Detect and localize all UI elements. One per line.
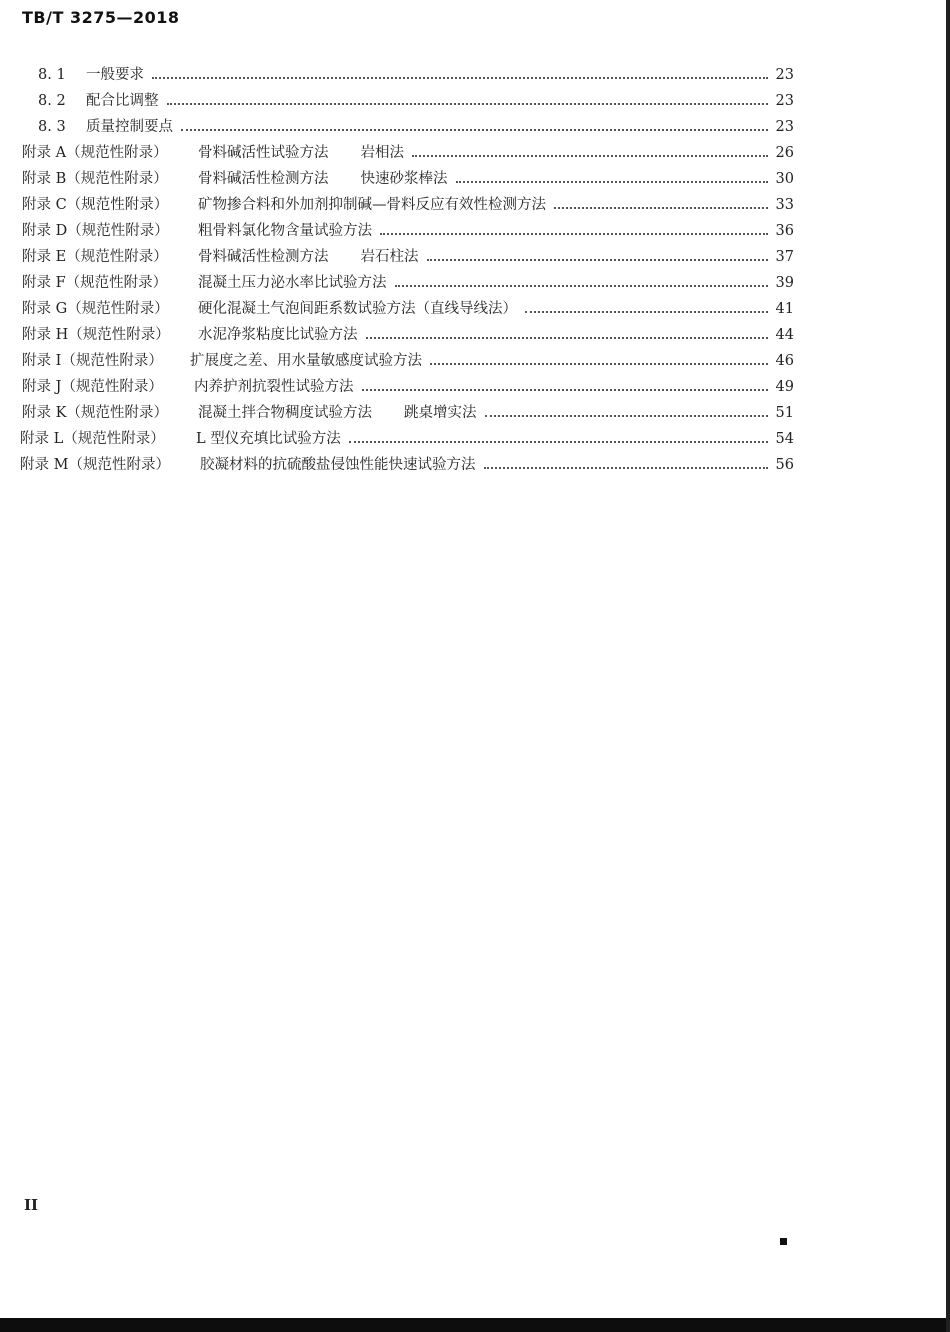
toc-entry-page: 54 [775,431,794,447]
toc-leader-dots [554,207,768,209]
toc-entry[interactable] [22,400,794,422]
toc-entry-page: 51 [775,405,794,421]
toc-entry[interactable] [22,166,794,188]
toc-entry[interactable] [20,426,794,448]
toc-entry-number: 附录 E（规范性附录） [22,249,168,265]
toc-entry-page: 33 [775,197,794,213]
toc-entry-subtitle: 跳桌增实法 [404,405,477,421]
toc-entry-page: 26 [775,145,794,161]
toc-entry[interactable] [38,88,794,110]
toc-entry-number: 附录 A（规范性附录） [22,145,168,161]
toc-leader-dots [456,181,768,183]
scan-mark [780,1238,787,1245]
toc-entry-title: 骨料碱活性试验方法 [198,145,329,161]
toc-entry[interactable] [22,374,794,396]
toc-entry-page: 23 [775,67,794,83]
toc-entry-number: 附录 F（规范性附录） [22,275,168,291]
toc-leader-dots [427,259,768,261]
toc-entry-title: 配合比调整 [86,93,159,109]
toc-leader-dots [484,467,768,469]
toc-leader-dots [380,233,768,235]
toc-entry-number: 附录 M（规范性附录） [20,457,170,473]
toc-leader-dots [167,103,768,105]
toc-entry-title: 粗骨料氯化物含量试验方法 [198,223,372,239]
toc-entry[interactable] [38,114,794,136]
toc-leader-dots [349,441,768,443]
toc-entry-title: 水泥净浆粘度比试验方法 [198,327,358,343]
toc-entry-subtitle: 岩石柱法 [360,249,419,265]
toc-entry-title: 胶凝材料的抗硫酸盐侵蚀性能快速试验方法 [200,457,476,473]
toc-entry-page: 44 [775,327,794,343]
toc-entry-number: 附录 K（规范性附录） [22,405,168,421]
toc-entry[interactable] [20,452,794,474]
toc-entry[interactable] [22,192,794,214]
toc-leader-dots [181,129,768,131]
toc-entry-title: 矿物掺合料和外加剂抑制碱—骨料反应有效性检测方法 [198,197,546,213]
toc-entry-title: 质量控制要点 [86,119,173,135]
scan-bottom-edge [0,1318,950,1332]
toc-entry[interactable] [22,270,794,292]
toc-entry-subtitle: 快速砂浆棒法 [360,171,448,187]
toc-entry-number: 8. 2 [38,93,66,109]
toc-entry-number: 附录 D（规范性附录） [22,223,169,239]
toc-entry-title: 扩展度之差、用水量敏感度试验方法 [190,353,422,369]
toc-entry[interactable] [22,140,794,162]
toc-leader-dots [430,363,768,365]
toc-entry-number: 附录 I（规范性附录） [22,353,163,369]
scan-right-edge [946,0,950,1332]
toc-entry[interactable] [22,244,794,266]
toc-entry-page: 36 [775,223,794,239]
toc-entry-page: 23 [775,93,794,109]
toc-entry[interactable] [22,348,794,370]
toc-entry-title: L 型仪充填比试验方法 [196,431,341,447]
toc-entry-title: 骨料碱活性检测方法 [198,171,329,187]
toc-entry[interactable] [22,218,794,240]
page-number: II [24,1196,39,1214]
toc-entry-number: 附录 G（规范性附录） [22,301,169,317]
toc-leader-dots [395,285,768,287]
toc-entry-page: 46 [775,353,794,369]
toc-entry-number: 附录 H（规范性附录） [22,327,170,343]
toc-leader-dots [485,415,768,417]
toc-entry-number: 附录 B（规范性附录） [22,171,168,187]
toc-entry-subtitle: 岩相法 [360,145,404,161]
toc-entry-number: 附录 C（规范性附录） [22,197,169,213]
toc-leader-dots [525,311,768,313]
standard-code-header: TB/T 3275—2018 [22,8,180,27]
toc-entry-title: 骨料碱活性检测方法 [198,249,329,265]
toc-entry-page: 49 [775,379,794,395]
toc-entry[interactable] [22,322,794,344]
toc-entry-page: 56 [775,457,794,473]
toc-entry-number: 8. 3 [38,119,66,135]
toc-entry-number: 附录 J（规范性附录） [22,379,163,395]
toc-entry-number: 8. 1 [38,67,66,83]
toc-entry-number: 附录 L（规范性附录） [20,431,165,447]
toc-entry-title: 混凝土压力泌水率比试验方法 [198,275,387,291]
toc-leader-dots [152,77,768,79]
toc-entry[interactable] [22,296,794,318]
toc-entry-page: 41 [775,301,794,317]
toc-entry-title: 一般要求 [86,67,144,83]
toc-leader-dots [362,389,768,391]
toc-leader-dots [366,337,768,339]
toc-entry-title: 硬化混凝土气泡间距系数试验方法（直线导线法） [198,301,517,317]
toc-entry-title: 混凝土拌合物稠度试验方法 [198,405,372,421]
toc-entry[interactable] [38,62,794,84]
toc-entry-page: 30 [775,171,794,187]
toc-entry-page: 39 [775,275,794,291]
toc-entry-title: 内养护剂抗裂性试验方法 [194,379,354,395]
toc-entry-page: 23 [775,119,794,135]
toc-entry-page: 37 [775,249,794,265]
toc-leader-dots [412,155,768,157]
